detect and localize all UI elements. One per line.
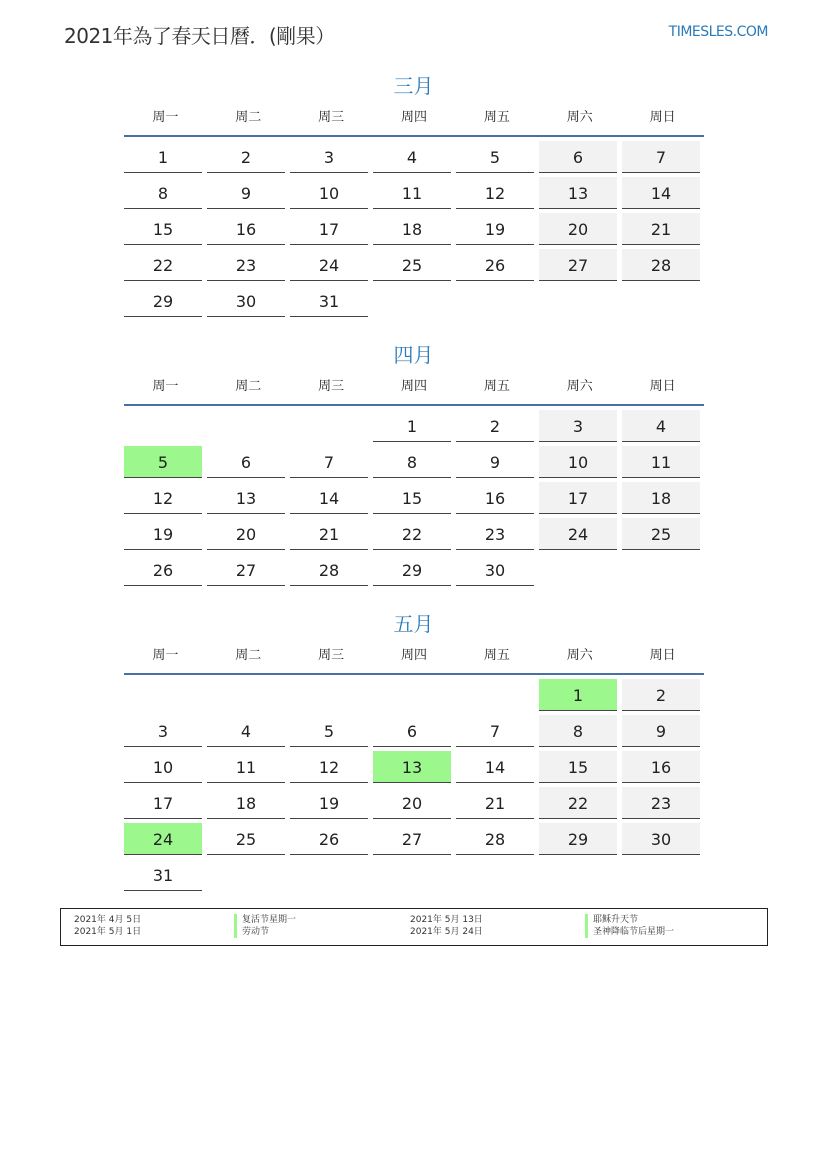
holiday-date-cell[interactable]: 13 [373, 751, 451, 783]
weekday-label: 周五 [483, 648, 510, 663]
holiday-date: 2021年 5月 13日 [410, 915, 483, 925]
weekday-label: 周三 [318, 379, 345, 394]
week-row [124, 823, 704, 859]
date-cell[interactable]: 29 [124, 285, 202, 317]
date-cell[interactable]: 25 [207, 823, 285, 855]
weekday-label: 周四 [401, 379, 428, 394]
weekday-label: 周五 [483, 379, 510, 394]
date-cell[interactable]: 19 [124, 518, 202, 550]
date-cell[interactable]: 16 [456, 482, 534, 514]
date-cell[interactable]: 12 [456, 177, 534, 209]
week-row [124, 285, 704, 321]
week-row [124, 177, 704, 213]
week-row [124, 249, 704, 285]
empty-cell [622, 285, 700, 316]
date-cell[interactable]: 11 [373, 177, 451, 209]
date-cell[interactable]: 11 [622, 446, 700, 478]
date-cell[interactable]: 2 [207, 141, 285, 173]
weekday-header [124, 641, 704, 675]
date-cell[interactable]: 15 [373, 482, 451, 514]
week-row [124, 751, 704, 787]
brand-link[interactable]: TIMESLES.COM [668, 24, 768, 40]
date-cell[interactable]: 28 [290, 554, 368, 586]
holiday-date: 2021年 5月 24日 [410, 927, 483, 937]
date-cell[interactable]: 19 [456, 213, 534, 245]
month-title: 四月 [393, 343, 434, 367]
week-row [124, 410, 704, 446]
week-row [124, 446, 704, 482]
date-cell[interactable]: 20 [539, 213, 617, 245]
weekday-header [124, 372, 704, 406]
weekday-label: 周三 [318, 648, 345, 663]
date-cell[interactable]: 16 [622, 751, 700, 783]
empty-cell [207, 679, 285, 710]
empty-cell [373, 859, 451, 890]
date-cell[interactable]: 10 [124, 751, 202, 783]
week-row [124, 715, 704, 751]
weekday-label: 周二 [235, 379, 262, 394]
holiday-name: 圣神降临节后星期一 [585, 926, 674, 938]
holiday-name: 复活节星期一 [234, 914, 296, 926]
date-cell[interactable]: 1 [124, 141, 202, 173]
holiday-name: 劳动节 [234, 926, 269, 938]
empty-cell [290, 859, 368, 890]
date-cell[interactable]: 27 [539, 249, 617, 281]
holiday-name: 耶稣升天节 [585, 914, 638, 926]
weekday-label: 周日 [649, 110, 676, 125]
date-cell[interactable]: 7 [456, 715, 534, 747]
week-row [124, 859, 704, 895]
date-cell[interactable]: 23 [207, 249, 285, 281]
empty-cell [622, 554, 700, 585]
date-cell[interactable]: 4 [207, 715, 285, 747]
weekday-label: 周三 [318, 110, 345, 125]
date-cell[interactable]: 17 [124, 787, 202, 819]
empty-cell [456, 859, 534, 890]
date-cell[interactable]: 3 [124, 715, 202, 747]
weekday-label: 周二 [235, 648, 262, 663]
date-cell[interactable]: 12 [124, 482, 202, 514]
weekday-label: 周四 [401, 648, 428, 663]
date-cell[interactable]: 2 [622, 679, 700, 711]
month-title: 五月 [393, 612, 434, 636]
date-cell[interactable]: 18 [622, 482, 700, 514]
empty-cell [373, 679, 451, 710]
date-cell[interactable]: 18 [207, 787, 285, 819]
date-cell[interactable]: 14 [622, 177, 700, 209]
date-cell[interactable]: 5 [290, 715, 368, 747]
holiday-date: 2021年 5月 1日 [74, 927, 142, 937]
date-cell[interactable]: 21 [290, 518, 368, 550]
date-cell[interactable]: 31 [124, 859, 202, 891]
date-cell[interactable]: 7 [290, 446, 368, 478]
holiday-legend [60, 908, 768, 946]
date-cell[interactable]: 26 [456, 249, 534, 281]
weekday-header [124, 103, 704, 137]
empty-cell [456, 679, 534, 710]
date-cell[interactable]: 10 [290, 177, 368, 209]
date-cell[interactable]: 28 [456, 823, 534, 855]
date-cell[interactable]: 13 [539, 177, 617, 209]
document-title: 2021年為了春天日曆．(剛果） [64, 24, 335, 48]
date-cell[interactable]: 13 [207, 482, 285, 514]
date-cell[interactable]: 20 [373, 787, 451, 819]
date-cell[interactable]: 18 [373, 213, 451, 245]
date-cell[interactable]: 21 [622, 213, 700, 245]
empty-cell [124, 410, 202, 441]
date-cell[interactable]: 14 [290, 482, 368, 514]
date-cell[interactable]: 30 [622, 823, 700, 855]
date-cell[interactable]: 27 [373, 823, 451, 855]
week-row [124, 213, 704, 249]
date-cell[interactable]: 4 [373, 141, 451, 173]
date-cell[interactable]: 25 [373, 249, 451, 281]
weekday-label: 周日 [649, 379, 676, 394]
date-cell[interactable]: 15 [124, 213, 202, 245]
date-cell[interactable]: 8 [124, 177, 202, 209]
empty-cell [456, 285, 534, 316]
week-row [124, 482, 704, 518]
date-cell[interactable]: 30 [207, 285, 285, 317]
date-cell[interactable]: 14 [456, 751, 534, 783]
date-cell[interactable]: 29 [373, 554, 451, 586]
date-cell[interactable]: 3 [539, 410, 617, 442]
date-cell[interactable]: 8 [539, 715, 617, 747]
holiday-date-cell[interactable]: 5 [124, 446, 202, 478]
date-cell[interactable]: 9 [456, 446, 534, 478]
weekday-label: 周一 [152, 379, 179, 394]
weekday-label: 周六 [566, 110, 593, 125]
empty-cell [539, 554, 617, 585]
date-cell[interactable]: 23 [622, 787, 700, 819]
date-cell[interactable]: 27 [207, 554, 285, 586]
date-cell[interactable]: 7 [622, 141, 700, 173]
empty-cell [290, 410, 368, 441]
date-cell[interactable]: 23 [456, 518, 534, 550]
empty-cell [207, 859, 285, 890]
empty-cell [373, 285, 451, 316]
month-calendar-march [124, 103, 704, 321]
empty-cell [290, 679, 368, 710]
date-cell[interactable]: 19 [290, 787, 368, 819]
month-title: 三月 [393, 74, 434, 98]
empty-cell [539, 859, 617, 890]
date-cell[interactable]: 20 [207, 518, 285, 550]
date-cell[interactable]: 12 [290, 751, 368, 783]
holiday-date-cell[interactable]: 24 [124, 823, 202, 855]
date-cell[interactable]: 24 [539, 518, 617, 550]
date-cell[interactable]: 6 [373, 715, 451, 747]
weekday-label: 周四 [401, 110, 428, 125]
date-cell[interactable]: 16 [207, 213, 285, 245]
weekday-label: 周五 [483, 110, 510, 125]
date-cell[interactable]: 8 [373, 446, 451, 478]
month-calendar-april [124, 372, 704, 590]
week-row [124, 141, 704, 177]
week-row [124, 554, 704, 590]
date-cell[interactable]: 3 [290, 141, 368, 173]
empty-cell [622, 859, 700, 890]
holiday-date-cell[interactable]: 1 [539, 679, 617, 711]
date-cell[interactable]: 11 [207, 751, 285, 783]
date-cell[interactable]: 30 [456, 554, 534, 586]
holiday-date: 2021年 4月 5日 [74, 915, 142, 925]
date-cell[interactable]: 9 [207, 177, 285, 209]
date-cell[interactable]: 26 [290, 823, 368, 855]
date-cell[interactable]: 4 [622, 410, 700, 442]
date-cell[interactable]: 31 [290, 285, 368, 317]
date-cell[interactable]: 21 [456, 787, 534, 819]
weekday-label: 周日 [649, 648, 676, 663]
date-cell[interactable]: 5 [456, 141, 534, 173]
weekday-label: 周一 [152, 110, 179, 125]
week-row [124, 518, 704, 554]
date-cell[interactable]: 15 [539, 751, 617, 783]
date-cell[interactable]: 6 [539, 141, 617, 173]
date-cell[interactable]: 28 [622, 249, 700, 281]
date-cell[interactable]: 29 [539, 823, 617, 855]
week-row [124, 787, 704, 823]
weekday-label: 周六 [566, 379, 593, 394]
date-cell[interactable]: 22 [373, 518, 451, 550]
date-cell[interactable]: 22 [124, 249, 202, 281]
weekday-label: 周一 [152, 648, 179, 663]
date-cell[interactable]: 25 [622, 518, 700, 550]
date-cell[interactable]: 2 [456, 410, 534, 442]
date-cell[interactable]: 22 [539, 787, 617, 819]
weekday-label: 周六 [566, 648, 593, 663]
date-cell[interactable]: 17 [290, 213, 368, 245]
date-cell[interactable]: 6 [207, 446, 285, 478]
date-cell[interactable]: 1 [373, 410, 451, 442]
empty-cell [539, 285, 617, 316]
empty-cell [207, 410, 285, 441]
empty-cell [124, 679, 202, 710]
date-cell[interactable]: 9 [622, 715, 700, 747]
date-cell[interactable]: 24 [290, 249, 368, 281]
month-calendar-may [124, 641, 704, 895]
date-cell[interactable]: 17 [539, 482, 617, 514]
date-cell[interactable]: 10 [539, 446, 617, 478]
date-cell[interactable]: 26 [124, 554, 202, 586]
week-row [124, 679, 704, 715]
weekday-label: 周二 [235, 110, 262, 125]
